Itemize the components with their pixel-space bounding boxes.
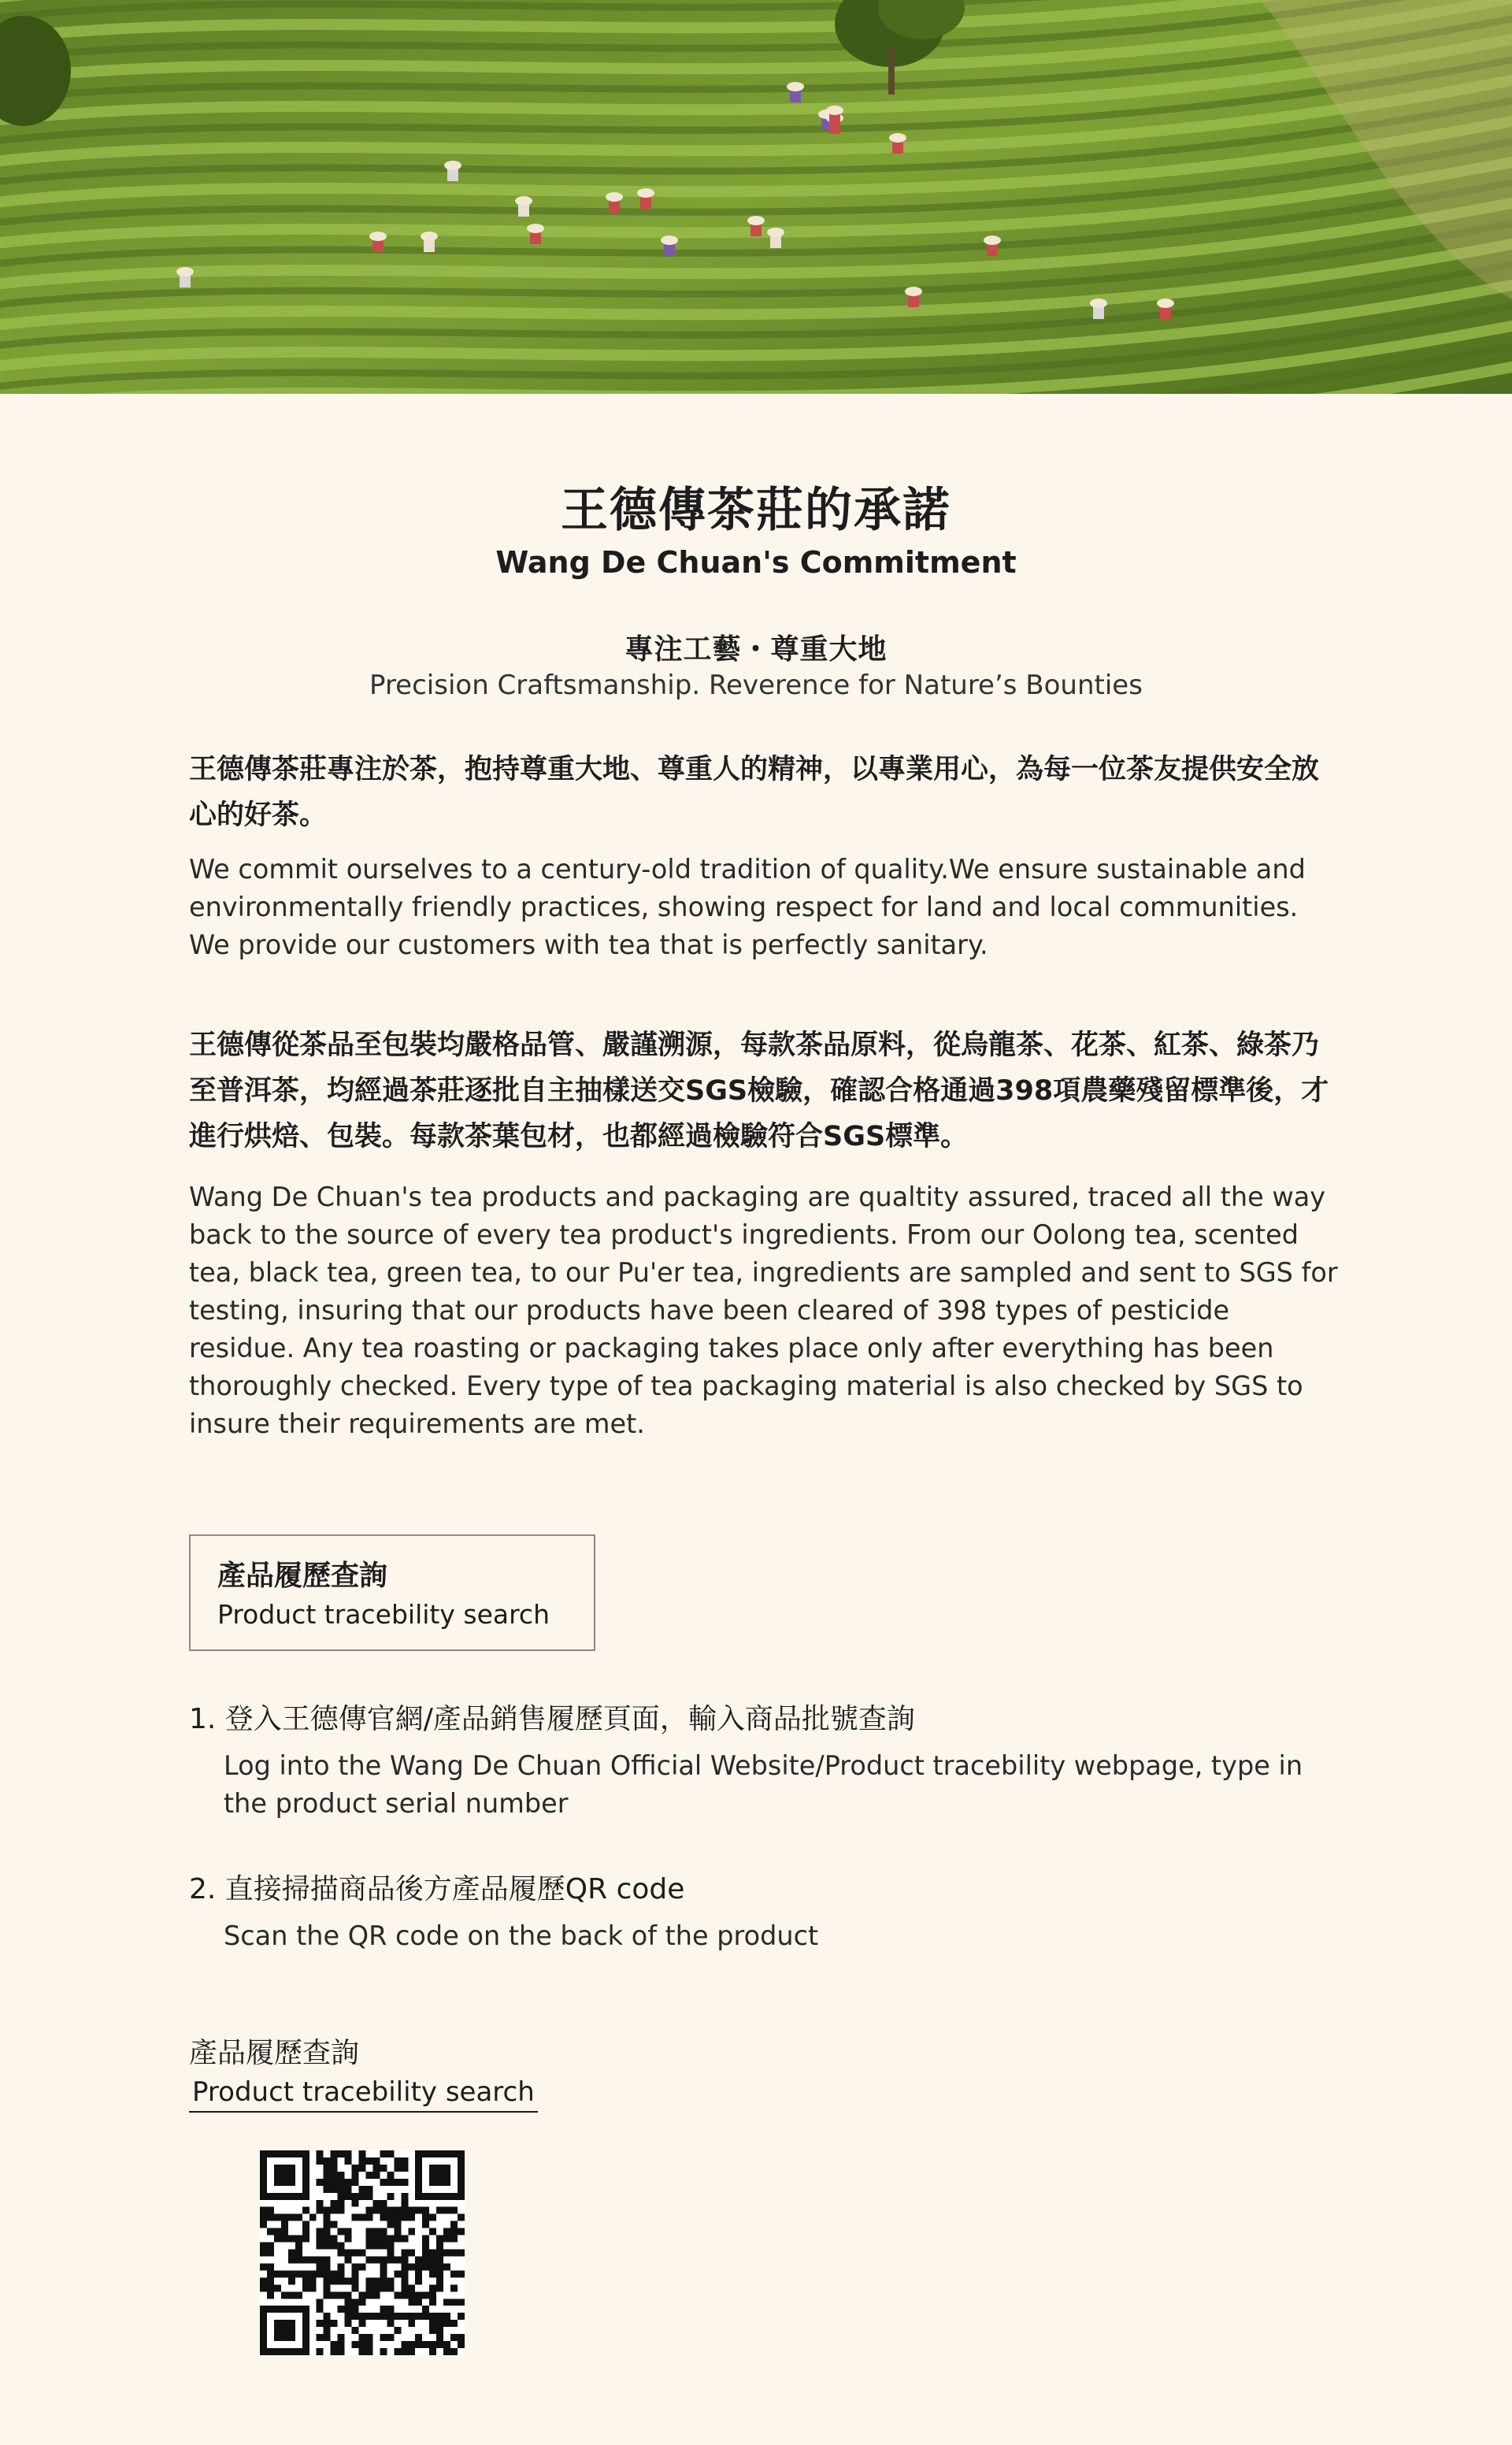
commitment-paragraph-zh: 王德傳茶莊專注於茶，抱持尊重大地、尊重人的精神，以專業用心，為每一位茶友提供安全放心的好茶。 <box>189 754 1320 831</box>
quality-paragraph-en: Wang De Chuan's tea products and packaging are qualtity assured, traced all the way back to the source of every tea product's ingredients. From our Oolong tea, scented tea, black tea, green tea, to our Pu'er tea, ingredients are sampled and sent to SGS for testing, insuring that our products have been cleared of 398 types of pesticide residue. Any tea roasting or packaging takes place only after everything has been thoroughly checked. Every type of tea packaging material is also checked by SGS to insure their requirements are met. <box>189 1182 1338 1439</box>
step-1-zh: 1. 登入王德傳官網/產品銷售履歷頁面，輸入商品批號查詢 <box>189 1703 915 1735</box>
tracebility-section-box <box>189 1534 595 1651</box>
tracebility-box-label-en: Product tracebility search <box>217 1599 550 1630</box>
step-2-zh: 2. 直接掃描商品後方產品履歷QR code <box>189 1873 685 1905</box>
page-title-zh: 王德傳茶莊的承諾 <box>561 483 951 538</box>
subtitle-zh: 專注工藝・尊重大地 <box>624 633 888 666</box>
tracebility-link-label-zh: 產品履歷查詢 <box>189 2037 360 2069</box>
step-1-en: Log into the Wang De Chuan Official Website/Product tracebility webpage, type in the product serial number <box>224 1750 1303 1819</box>
qr-code-icon <box>260 2150 465 2355</box>
page-title-en: Wang De Chuan's Commitment <box>495 545 1017 580</box>
tracebility-search-link[interactable]: Product tracebility search <box>189 2076 538 2113</box>
qr-code-image[interactable] <box>260 2150 465 2355</box>
tea-plantation-photo <box>0 0 1512 394</box>
quality-paragraph-zh: 王德傳從茶品至包裝均嚴格品管、嚴謹溯源，每款茶品原料，從烏龍茶、花茶、紅茶、綠茶乃至普洱茶，均經過茶莊逐批自主抽樣送交SGS檢驗，確認合格通過398項農藥殘留標準後，才進行烘焙、包裝。每款茶葉包材，也都經過檢驗符合SGS標準。 <box>189 1030 1329 1152</box>
commitment-paragraph-en: We commit ourselves to a century-old tradition of quality.We ensure sustainable and environmentally friendly practices, showing respect for land and local communities. We provide our customers with tea that is perfectly sanitary. <box>189 854 1306 960</box>
step-2-en: Scan the QR code on the back of the product <box>224 1920 819 1951</box>
hero-tea-field-image <box>0 0 1512 394</box>
subtitle-en: Precision Craftsmanship. Reverence for Nature’s Bounties <box>369 670 1143 701</box>
tracebility-box-label-zh: 產品履歷查詢 <box>217 1560 388 1592</box>
